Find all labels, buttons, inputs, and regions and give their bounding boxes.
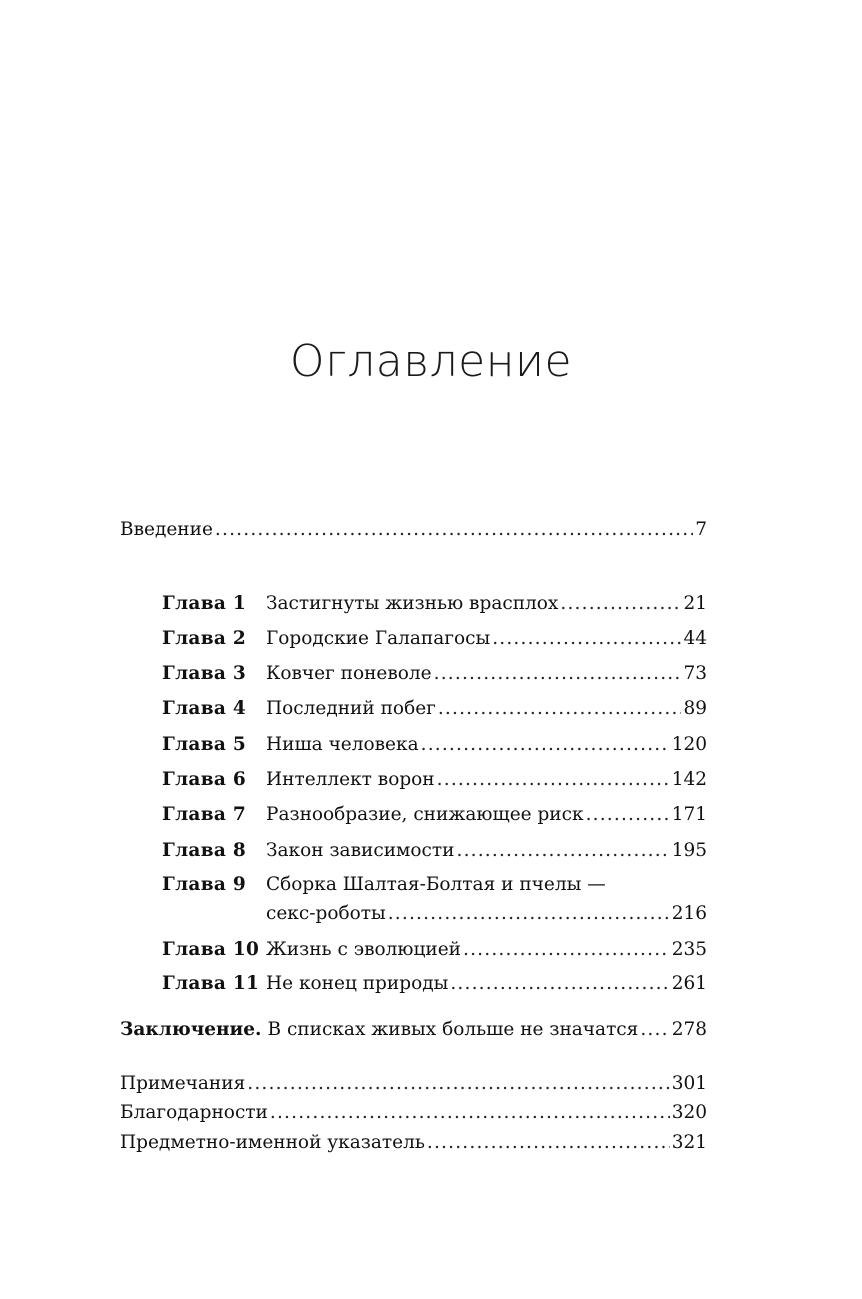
leader-dots [388,901,670,927]
leader-dots [560,591,681,617]
toc-page-number: 142 [671,769,707,790]
toc-entry-title: Застигнуты жизнью врасплох [266,593,559,614]
toc-entry-index[interactable] [120,1130,707,1156]
toc-page-number: 321 [671,1132,707,1153]
toc-entry-title: Жизнь с эволюцией [266,939,462,960]
leader-dots [492,626,681,652]
toc-entry-title: Благодарности [120,1102,268,1123]
leader-dots [437,767,670,793]
toc-page-number: 73 [683,663,707,684]
chapter-label: Глава 1 [162,593,247,614]
toc-entry-title: Введение [120,519,213,540]
chapter-label: Глава 3 [162,663,247,684]
chapter-label: Глава 4 [162,698,247,719]
leader-dots [427,1130,670,1156]
toc-entry-chapter-6[interactable] [266,767,707,793]
toc-entry-chapter-5[interactable] [266,732,707,758]
toc-entry-title: Разнообразие, снижающее риск [266,804,584,825]
toc-entry-conclusion[interactable] [120,1017,707,1043]
toc-page-number: 44 [683,628,707,649]
toc-entry-chapter-4[interactable] [266,696,707,722]
toc-entry-chapter-9[interactable] [266,901,707,927]
toc-entry-chapter-1[interactable] [266,591,707,617]
toc-entry-title: Примечания [120,1073,246,1094]
chapter-label: Глава 9 [162,874,247,895]
chapter-label: Глава 6 [162,769,247,790]
toc-entry-title: Городские Галапагосы [266,628,491,649]
toc-entry-title-line2: секс-роботы [266,903,386,924]
chapter-label: Глава 10 [162,939,260,960]
toc-entry-intro[interactable] [120,517,707,543]
leader-dots [270,1100,670,1126]
leader-dots [586,802,670,828]
toc-page-number: 89 [683,698,707,719]
toc-entry-chapter-11[interactable] [266,971,707,997]
toc-entry-title: Интеллект ворон [266,769,435,790]
leader-dots [215,517,693,543]
toc-entry-notes[interactable] [120,1071,707,1097]
leader-dots [438,696,682,722]
toc-entry-chapter-3[interactable] [266,661,707,687]
leader-dots [450,971,669,997]
toc-entry-chapter-10[interactable] [266,937,707,963]
toc-entry-title: Не конец природы [266,973,449,994]
toc-page-number: 278 [671,1019,707,1040]
toc-page-number: 171 [671,804,707,825]
toc-entry-title: В списках живых больше не значатся [267,1019,639,1040]
toc-page-number: 235 [671,939,707,960]
toc-entry-title: Ковчег поневоле [266,663,432,684]
leader-dots [640,1017,669,1043]
toc-entry-chapter-2[interactable] [266,626,707,652]
toc-page-number: 120 [671,734,707,755]
toc-page-number: 261 [671,973,707,994]
chapter-label: Глава 7 [162,804,247,825]
toc-page-number: 216 [671,903,707,924]
toc-entry-title: Ниша человека [266,734,419,755]
leader-dots [456,838,669,864]
leader-dots [434,661,682,687]
chapter-label: Глава 5 [162,734,247,755]
toc-entry-title-line1[interactable]: Сборка Шалтая-Болтая и пчелы — [266,874,606,895]
leader-dots [247,1071,669,1097]
toc-entry-title: Последний побег [266,698,436,719]
leader-dots [421,732,670,758]
leader-dots [463,937,670,963]
toc-entry-title: Предметно-именной указатель [120,1132,425,1153]
toc-entry-chapter-8[interactable] [266,838,707,864]
toc-page-number: 320 [671,1102,707,1123]
chapter-label: Глава 8 [162,840,247,861]
toc-page-number: 21 [683,593,707,614]
toc-entry-acknowledgements[interactable] [120,1100,707,1126]
toc-page-number: 195 [671,840,707,861]
toc-entry-title: Закон зависимости [266,840,455,861]
page-title: Оглавление [289,336,573,387]
chapter-label: Глава 11 [162,973,260,994]
conclusion-label: Заключение. [120,1019,262,1040]
toc-entry-chapter-7[interactable] [266,802,707,828]
toc-page-number: 301 [671,1073,707,1094]
toc-page-number: 7 [695,519,707,540]
chapter-label: Глава 2 [162,628,247,649]
